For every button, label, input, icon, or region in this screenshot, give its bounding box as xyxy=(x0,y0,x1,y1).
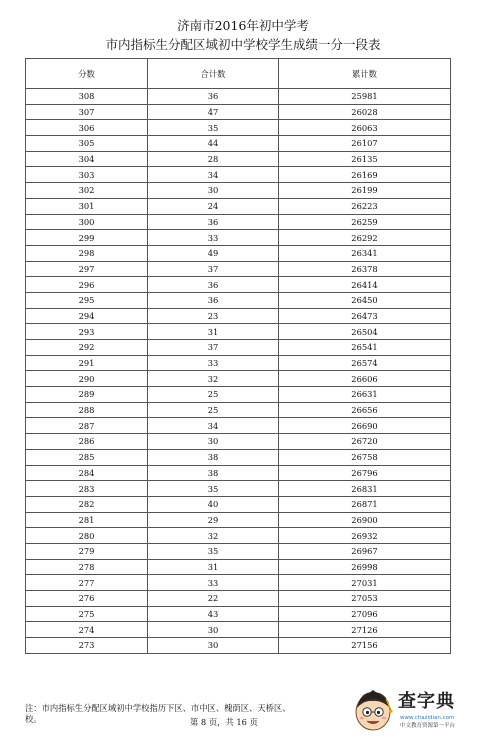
cell-cumulative: 26341 xyxy=(279,245,451,261)
cell-cumulative: 26541 xyxy=(279,340,451,356)
cell-score: 288 xyxy=(26,402,148,418)
cell-cumulative: 25981 xyxy=(279,89,451,105)
cell-score: 277 xyxy=(26,575,148,591)
table-row xyxy=(26,340,451,356)
cell-cumulative: 26871 xyxy=(279,496,451,512)
footnote-line-2: 校。 xyxy=(25,714,42,724)
cell-score: 300 xyxy=(26,214,148,230)
cell-cumulative: 26967 xyxy=(279,543,451,559)
column-header-cumulative: 累计数 xyxy=(279,59,451,89)
table-row xyxy=(26,496,451,512)
cell-count: 33 xyxy=(148,230,279,246)
cell-cumulative: 26631 xyxy=(279,387,451,403)
cell-count: 34 xyxy=(148,167,279,183)
table-row xyxy=(26,245,451,261)
cell-count: 29 xyxy=(148,512,279,528)
cell-score: 294 xyxy=(26,308,148,324)
score-distribution-table xyxy=(25,58,451,654)
cell-score: 297 xyxy=(26,261,148,277)
cell-score: 302 xyxy=(26,183,148,199)
cell-cumulative: 26796 xyxy=(279,465,451,481)
table-row xyxy=(26,465,451,481)
cell-count: 32 xyxy=(148,528,279,544)
cell-count: 32 xyxy=(148,371,279,387)
cell-score: 301 xyxy=(26,198,148,214)
cell-cumulative: 26758 xyxy=(279,449,451,465)
cell-score: 298 xyxy=(26,245,148,261)
table-row xyxy=(26,230,451,246)
cell-count: 36 xyxy=(148,214,279,230)
cell-cumulative: 26169 xyxy=(279,167,451,183)
cell-cumulative: 26473 xyxy=(279,308,451,324)
cell-score: 304 xyxy=(26,151,148,167)
cell-score: 293 xyxy=(26,324,148,340)
table-row xyxy=(26,183,451,199)
cell-score: 273 xyxy=(26,638,148,654)
cell-score: 305 xyxy=(26,136,148,152)
cell-cumulative: 27126 xyxy=(279,622,451,638)
cell-count: 35 xyxy=(148,543,279,559)
title-block xyxy=(0,16,486,54)
cell-cumulative: 26028 xyxy=(279,104,451,120)
table-row xyxy=(26,512,451,528)
site-watermark xyxy=(352,688,482,734)
cell-count: 25 xyxy=(148,402,279,418)
cell-score: 275 xyxy=(26,606,148,622)
cell-count: 37 xyxy=(148,340,279,356)
table-row xyxy=(26,261,451,277)
cell-score: 307 xyxy=(26,104,148,120)
cell-count: 33 xyxy=(148,355,279,371)
table-row xyxy=(26,575,451,591)
cell-count: 25 xyxy=(148,387,279,403)
table-row xyxy=(26,434,451,450)
table-header-row xyxy=(26,59,451,89)
cell-cumulative: 26450 xyxy=(279,292,451,308)
cell-count: 40 xyxy=(148,496,279,512)
cell-count: 30 xyxy=(148,638,279,654)
table-row xyxy=(26,89,451,105)
cell-cumulative: 26414 xyxy=(279,277,451,293)
cell-score: 282 xyxy=(26,496,148,512)
cell-score: 295 xyxy=(26,292,148,308)
table-row xyxy=(26,324,451,340)
cell-count: 31 xyxy=(148,324,279,340)
cell-count: 30 xyxy=(148,434,279,450)
table-row xyxy=(26,120,451,136)
cell-cumulative: 27031 xyxy=(279,575,451,591)
cell-score: 285 xyxy=(26,449,148,465)
score-table-container xyxy=(25,58,450,654)
table-row xyxy=(26,292,451,308)
cell-score: 278 xyxy=(26,559,148,575)
watermark-url: www.chazidian.com xyxy=(400,715,455,721)
table-row xyxy=(26,308,451,324)
column-header-score: 分数 xyxy=(26,59,148,89)
table-row xyxy=(26,151,451,167)
cell-cumulative: 26720 xyxy=(279,434,451,450)
table-row xyxy=(26,449,451,465)
cell-score: 280 xyxy=(26,528,148,544)
table-row xyxy=(26,543,451,559)
cell-count: 37 xyxy=(148,261,279,277)
cell-score: 286 xyxy=(26,434,148,450)
document-title: 济南市2016年初中学考 xyxy=(177,18,309,33)
cell-cumulative: 27053 xyxy=(279,591,451,607)
cell-cumulative: 26690 xyxy=(279,418,451,434)
cell-cumulative: 26223 xyxy=(279,198,451,214)
column-header-count: 合计数 xyxy=(148,59,279,89)
cell-cumulative: 26135 xyxy=(279,151,451,167)
cell-score: 296 xyxy=(26,277,148,293)
cell-score: 291 xyxy=(26,355,148,371)
cell-score: 276 xyxy=(26,591,148,607)
table-row xyxy=(26,198,451,214)
cell-score: 299 xyxy=(26,230,148,246)
cell-count: 36 xyxy=(148,89,279,105)
cell-count: 23 xyxy=(148,308,279,324)
cell-count: 34 xyxy=(148,418,279,434)
table-row xyxy=(26,606,451,622)
table-row xyxy=(26,591,451,607)
cell-cumulative: 26378 xyxy=(279,261,451,277)
cell-count: 35 xyxy=(148,120,279,136)
cell-count: 38 xyxy=(148,449,279,465)
cell-cumulative: 26259 xyxy=(279,214,451,230)
cell-cumulative: 26292 xyxy=(279,230,451,246)
table-row xyxy=(26,402,451,418)
cell-score: 290 xyxy=(26,371,148,387)
cell-score: 306 xyxy=(26,120,148,136)
document-subtitle: 市内指标生分配区域初中学校学生成绩一分一段表 xyxy=(105,37,381,52)
page-label: 第 8 页，共 16 页 xyxy=(190,717,258,727)
cell-score: 281 xyxy=(26,512,148,528)
cell-cumulative: 26932 xyxy=(279,528,451,544)
table-row xyxy=(26,528,451,544)
cell-count: 30 xyxy=(148,622,279,638)
page-indicator xyxy=(190,717,258,728)
cell-count: 35 xyxy=(148,481,279,497)
cell-cumulative: 26107 xyxy=(279,136,451,152)
table-row xyxy=(26,638,451,654)
cell-count: 31 xyxy=(148,559,279,575)
cell-count: 36 xyxy=(148,292,279,308)
table-row xyxy=(26,371,451,387)
cell-count: 22 xyxy=(148,591,279,607)
cell-cumulative: 26998 xyxy=(279,559,451,575)
table-row xyxy=(26,622,451,638)
cell-score: 292 xyxy=(26,340,148,356)
table-row xyxy=(26,481,451,497)
cell-count: 28 xyxy=(148,151,279,167)
cell-cumulative: 26504 xyxy=(279,324,451,340)
cartoon-boy-avatar-icon xyxy=(352,688,394,734)
cell-cumulative: 26656 xyxy=(279,402,451,418)
cell-score: 303 xyxy=(26,167,148,183)
cell-cumulative: 26606 xyxy=(279,371,451,387)
cell-count: 36 xyxy=(148,277,279,293)
table-row xyxy=(26,355,451,371)
table-row xyxy=(26,418,451,434)
cell-cumulative: 26063 xyxy=(279,120,451,136)
cell-cumulative: 26199 xyxy=(279,183,451,199)
cell-score: 287 xyxy=(26,418,148,434)
table-body xyxy=(26,89,451,654)
watermark-slogan: 中文教育资源第一平台 xyxy=(400,723,456,729)
cell-count: 33 xyxy=(148,575,279,591)
table-row xyxy=(26,167,451,183)
table-row xyxy=(26,387,451,403)
cell-score: 274 xyxy=(26,622,148,638)
cell-cumulative: 26574 xyxy=(279,355,451,371)
table-row xyxy=(26,136,451,152)
cell-score: 284 xyxy=(26,465,148,481)
cell-cumulative: 26831 xyxy=(279,481,451,497)
watermark-title: 查字典 xyxy=(398,691,455,712)
cell-count: 24 xyxy=(148,198,279,214)
table-row xyxy=(26,277,451,293)
cell-count: 38 xyxy=(148,465,279,481)
cell-count: 43 xyxy=(148,606,279,622)
cell-score: 279 xyxy=(26,543,148,559)
cell-count: 49 xyxy=(148,245,279,261)
cell-cumulative: 26900 xyxy=(279,512,451,528)
table-row xyxy=(26,104,451,120)
cell-score: 308 xyxy=(26,89,148,105)
footnote-line-1: 注：市内指标生分配区域初中学校指历下区、市中区、槐荫区、天桥区、 xyxy=(25,703,291,713)
cell-count: 30 xyxy=(148,183,279,199)
table-row xyxy=(26,214,451,230)
cell-score: 283 xyxy=(26,481,148,497)
cell-count: 47 xyxy=(148,104,279,120)
cell-cumulative: 27156 xyxy=(279,638,451,654)
cell-count: 44 xyxy=(148,136,279,152)
table-row xyxy=(26,559,451,575)
cell-score: 289 xyxy=(26,387,148,403)
cell-cumulative: 27096 xyxy=(279,606,451,622)
